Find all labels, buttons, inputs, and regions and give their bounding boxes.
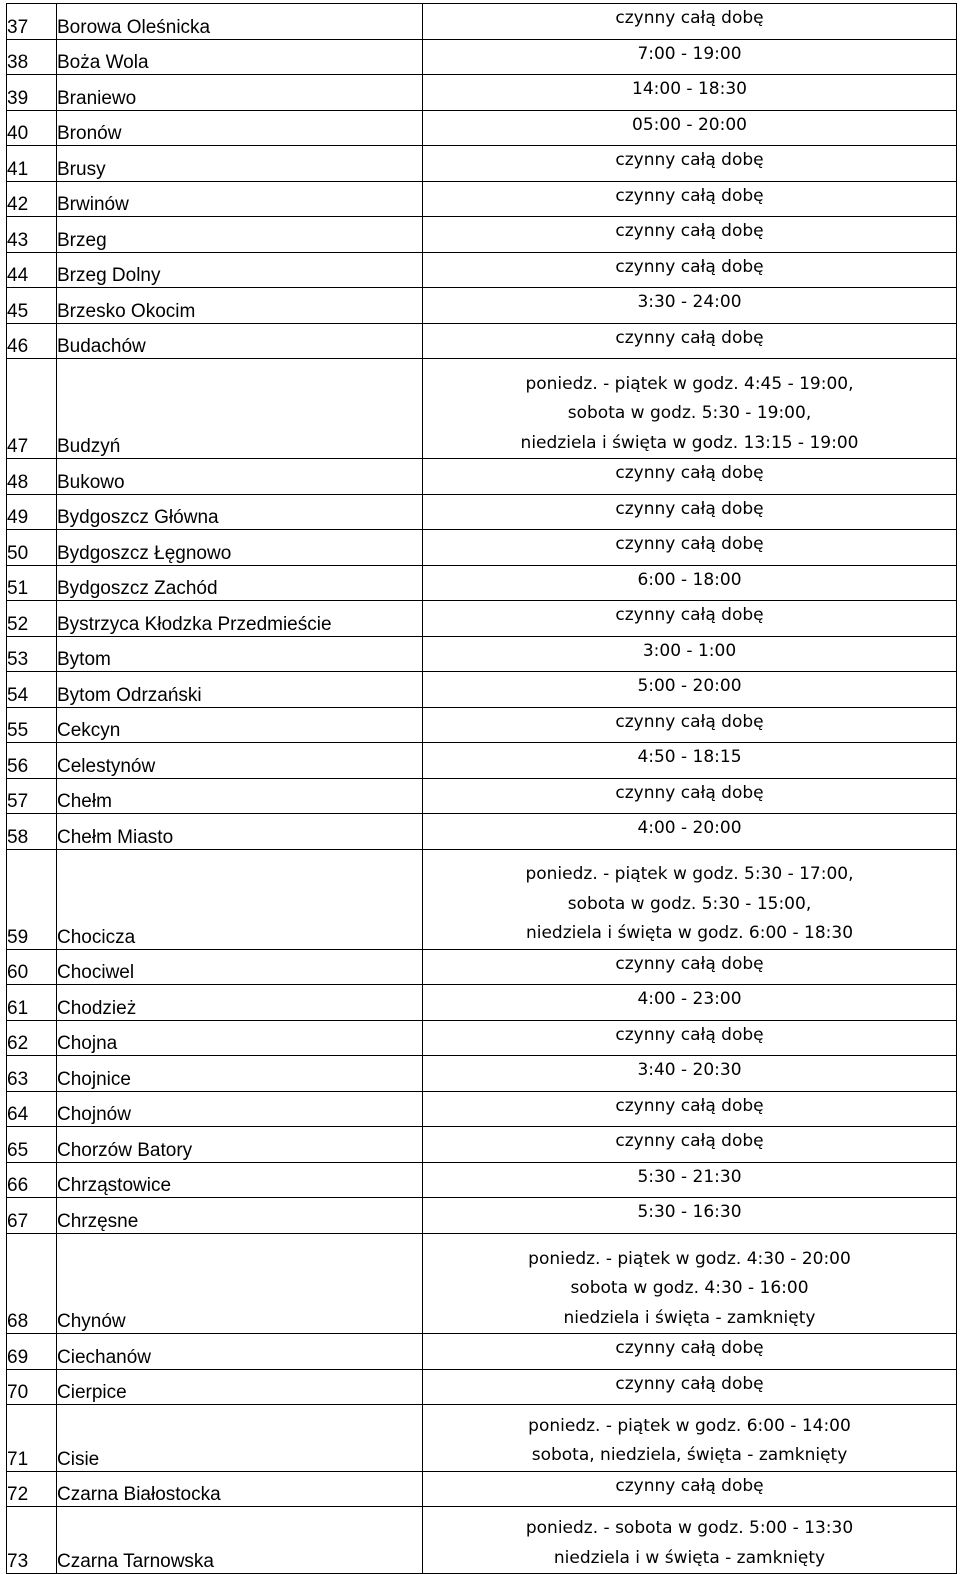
- row-number: 45: [7, 288, 57, 324]
- station-name: Boża Wola: [57, 39, 423, 75]
- row-number: 51: [7, 565, 57, 601]
- table-row: [7, 985, 957, 1021]
- opening-hours-line: 3:00 - 1:00: [642, 640, 737, 661]
- opening-hours: [423, 1162, 957, 1198]
- station-name: Chrzęsne: [57, 1198, 423, 1234]
- station-name: Cekcyn: [57, 707, 423, 743]
- opening-hours-line: 14:00 - 18:30: [632, 79, 747, 99]
- table-row: [7, 601, 957, 637]
- row-number: 46: [7, 323, 57, 359]
- opening-hours: [423, 75, 957, 111]
- opening-hours: [423, 39, 957, 75]
- station-name: Chodzież: [57, 985, 423, 1021]
- row-number: 49: [7, 494, 57, 530]
- table-row: [7, 743, 957, 779]
- opening-hours: [423, 323, 957, 359]
- station-name: Chocicza: [57, 849, 423, 949]
- opening-hours: [423, 1507, 957, 1574]
- table-row: [7, 323, 957, 359]
- station-name: Bydgoszcz Główna: [57, 494, 423, 530]
- station-name: Budachów: [57, 323, 423, 359]
- opening-hours: [423, 1405, 957, 1472]
- opening-hours-line: niedziela i święta w godz. 6:00 - 18:30: [525, 923, 854, 944]
- station-name: Czarna Tarnowska: [57, 1507, 423, 1574]
- station-name: Brzeg Dolny: [57, 252, 423, 288]
- opening-hours: [423, 636, 957, 672]
- opening-hours: [423, 601, 957, 637]
- table-row: [7, 530, 957, 566]
- opening-hours-line: czynny całą dobę: [615, 185, 764, 206]
- table-row: [7, 1162, 957, 1198]
- station-name: Chorzów Batory: [57, 1127, 423, 1163]
- opening-hours-line: 5:30 - 21:30: [637, 1166, 742, 1187]
- opening-hours: [423, 1020, 957, 1056]
- opening-hours-line: czynny całą dobę: [615, 8, 764, 28]
- table-row: [7, 146, 957, 182]
- row-number: 66: [7, 1162, 57, 1198]
- opening-hours-line: czynny całą dobę: [615, 1373, 764, 1394]
- station-name: Brusy: [57, 146, 423, 182]
- station-name: Chynów: [57, 1233, 423, 1333]
- row-number: 53: [7, 636, 57, 672]
- station-name: Bydgoszcz Łęgnowo: [57, 530, 423, 566]
- opening-hours-line: czynny całą dobę: [615, 150, 764, 170]
- opening-hours: [423, 1056, 957, 1092]
- table-row: [7, 1056, 957, 1092]
- row-number: 63: [7, 1056, 57, 1092]
- opening-hours-line: czynny całą dobę: [615, 1095, 764, 1116]
- opening-hours-line: poniedz. - piątek w godz. 4:30 - 20:00: [528, 1248, 851, 1269]
- station-name: Bytom: [57, 636, 423, 672]
- opening-hours-line: poniedz. - sobota w godz. 5:00 - 13:30: [525, 1518, 854, 1539]
- row-number: 44: [7, 252, 57, 288]
- table-row: [7, 1405, 957, 1472]
- row-number: 54: [7, 672, 57, 708]
- table-row: [7, 636, 957, 672]
- station-name: Chrząstowice: [57, 1162, 423, 1198]
- station-name: Bukowo: [57, 459, 423, 495]
- opening-hours-line: 3:30 - 24:00: [637, 292, 742, 312]
- opening-hours-line: czynny całą dobę: [615, 1475, 764, 1496]
- row-number: 60: [7, 949, 57, 985]
- row-number: 42: [7, 181, 57, 217]
- row-number: 61: [7, 985, 57, 1021]
- station-name: Celestynów: [57, 743, 423, 779]
- opening-hours: [423, 849, 957, 949]
- opening-hours: [423, 778, 957, 814]
- opening-hours-line: czynny całą dobę: [615, 534, 764, 555]
- row-number: 55: [7, 707, 57, 743]
- row-number: 50: [7, 530, 57, 566]
- row-number: 43: [7, 217, 57, 253]
- table-row: [7, 75, 957, 111]
- station-name: Bystrzyca Kłodzka Przedmieście: [57, 601, 423, 637]
- opening-hours: [423, 530, 957, 566]
- row-number: 40: [7, 110, 57, 146]
- station-name: Ciechanów: [57, 1334, 423, 1370]
- opening-hours-line: sobota w godz. 5:30 - 15:00,: [567, 893, 812, 914]
- station-name: Bydgoszcz Zachód: [57, 565, 423, 601]
- opening-hours-line: poniedz. - piątek w godz. 5:30 - 17:00,: [525, 864, 854, 885]
- opening-hours-line: sobota, niedziela, święta - zamknięty: [531, 1445, 848, 1466]
- station-name: Cisie: [57, 1405, 423, 1472]
- document-page: [6, 3, 956, 1574]
- opening-hours: [423, 1091, 957, 1127]
- station-name: Brzesko Okocim: [57, 288, 423, 324]
- opening-hours-line: poniedz. - piątek w godz. 6:00 - 14:00: [528, 1415, 851, 1436]
- table-row: [7, 814, 957, 850]
- opening-hours: [423, 1233, 957, 1333]
- row-number: 37: [7, 4, 57, 40]
- opening-hours: [423, 252, 957, 288]
- table-row: [7, 778, 957, 814]
- opening-hours-line: poniedz. - piątek w godz. 4:45 - 19:00,: [525, 373, 854, 394]
- station-name: Brzeg: [57, 217, 423, 253]
- opening-hours-line: czynny całą dobę: [615, 1024, 764, 1045]
- opening-hours-line: czynny całą dobę: [615, 463, 764, 484]
- table-row: [7, 707, 957, 743]
- opening-hours-line: niedziela i święta - zamknięty: [563, 1307, 816, 1328]
- opening-hours: [423, 4, 957, 40]
- table-row: [7, 288, 957, 324]
- table-row: [7, 949, 957, 985]
- opening-hours-line: czynny całą dobę: [615, 221, 764, 241]
- opening-hours-line: 5:30 - 16:30: [637, 1202, 742, 1223]
- station-name: Chełm: [57, 778, 423, 814]
- opening-hours-line: 5:00 - 20:00: [637, 676, 742, 697]
- opening-hours-line: 3:40 - 20:30: [637, 1060, 742, 1081]
- table-row: [7, 565, 957, 601]
- opening-hours: [423, 814, 957, 850]
- row-number: 64: [7, 1091, 57, 1127]
- table-row: [7, 672, 957, 708]
- row-number: 38: [7, 39, 57, 75]
- row-number: 71: [7, 1405, 57, 1472]
- row-number: 47: [7, 359, 57, 459]
- row-number: 56: [7, 743, 57, 779]
- station-name: Chojnice: [57, 1056, 423, 1092]
- opening-hours-line: 6:00 - 18:00: [637, 569, 742, 590]
- opening-hours: [423, 359, 957, 459]
- opening-hours-line: czynny całą dobę: [615, 1338, 764, 1359]
- opening-hours-line: 4:00 - 20:00: [637, 818, 742, 839]
- table-row: [7, 1091, 957, 1127]
- opening-hours: [423, 743, 957, 779]
- opening-hours-line: sobota w godz. 5:30 - 19:00,: [567, 403, 812, 424]
- row-number: 39: [7, 75, 57, 111]
- opening-hours: [423, 985, 957, 1021]
- table-row: [7, 39, 957, 75]
- table-row: [7, 359, 957, 459]
- opening-hours-line: czynny całą dobę: [615, 327, 764, 348]
- station-name: Cierpice: [57, 1369, 423, 1405]
- table-row: [7, 4, 957, 40]
- station-name: Borowa Oleśnicka: [57, 4, 423, 40]
- row-number: 62: [7, 1020, 57, 1056]
- opening-hours-line: 7:00 - 19:00: [637, 43, 742, 64]
- row-number: 68: [7, 1233, 57, 1333]
- table-row: [7, 494, 957, 530]
- opening-hours-line: czynny całą dobę: [615, 498, 764, 519]
- row-number: 69: [7, 1334, 57, 1370]
- table-row: [7, 217, 957, 253]
- row-number: 58: [7, 814, 57, 850]
- row-number: 57: [7, 778, 57, 814]
- station-name: Braniewo: [57, 75, 423, 111]
- station-name: Bronów: [57, 110, 423, 146]
- opening-hours: [423, 565, 957, 601]
- station-name: Brwinów: [57, 181, 423, 217]
- opening-hours-line: 4:00 - 23:00: [637, 989, 742, 1010]
- row-number: 65: [7, 1127, 57, 1163]
- opening-hours: [423, 288, 957, 324]
- row-number: 73: [7, 1507, 57, 1574]
- opening-hours-line: czynny całą dobę: [615, 1131, 764, 1152]
- table-row: [7, 181, 957, 217]
- opening-hours: [423, 707, 957, 743]
- row-number: 72: [7, 1471, 57, 1507]
- opening-hours-line: czynny całą dobę: [615, 605, 764, 626]
- table-row: [7, 1198, 957, 1234]
- station-name: Budzyń: [57, 359, 423, 459]
- table-row: [7, 1020, 957, 1056]
- opening-hours-line: czynny całą dobę: [615, 711, 764, 732]
- opening-hours: [423, 110, 957, 146]
- station-name: Chojna: [57, 1020, 423, 1056]
- opening-hours: [423, 949, 957, 985]
- row-number: 48: [7, 459, 57, 495]
- station-name: Czarna Białostocka: [57, 1471, 423, 1507]
- opening-hours: [423, 146, 957, 182]
- table-row: [7, 1507, 957, 1574]
- station-name: Chojnów: [57, 1091, 423, 1127]
- opening-hours: [423, 494, 957, 530]
- row-number: 70: [7, 1369, 57, 1405]
- opening-hours-line: czynny całą dobę: [615, 782, 764, 803]
- opening-hours: [423, 217, 957, 253]
- station-name: Chełm Miasto: [57, 814, 423, 850]
- opening-hours: [423, 672, 957, 708]
- opening-hours-line: 05:00 - 20:00: [632, 114, 747, 135]
- opening-hours: [423, 1127, 957, 1163]
- opening-hours-line: niedziela i w święta - zamknięty: [553, 1547, 826, 1568]
- row-number: 59: [7, 849, 57, 949]
- table-row: [7, 1334, 957, 1370]
- opening-hours: [423, 459, 957, 495]
- opening-hours-line: czynny całą dobę: [615, 256, 764, 277]
- row-number: 67: [7, 1198, 57, 1234]
- table-body: [7, 4, 957, 1574]
- table-row: [7, 1369, 957, 1405]
- opening-hours-line: 4:50 - 18:15: [637, 747, 742, 768]
- station-name: Bytom Odrzański: [57, 672, 423, 708]
- table-row: [7, 1233, 957, 1333]
- table-row: [7, 459, 957, 495]
- opening-hours: [423, 1334, 957, 1370]
- table-row: [7, 1127, 957, 1163]
- station-hours-table: [6, 3, 957, 1574]
- opening-hours-line: niedziela i święta w godz. 13:15 - 19:00: [520, 432, 859, 453]
- table-row: [7, 849, 957, 949]
- row-number: 41: [7, 146, 57, 182]
- opening-hours-line: czynny całą dobę: [615, 953, 764, 974]
- row-number: 52: [7, 601, 57, 637]
- station-name: Chociwel: [57, 949, 423, 985]
- opening-hours: [423, 181, 957, 217]
- opening-hours-line: sobota w godz. 4:30 - 16:00: [570, 1278, 809, 1299]
- table-row: [7, 252, 957, 288]
- table-row: [7, 110, 957, 146]
- opening-hours: [423, 1369, 957, 1405]
- opening-hours: [423, 1198, 957, 1234]
